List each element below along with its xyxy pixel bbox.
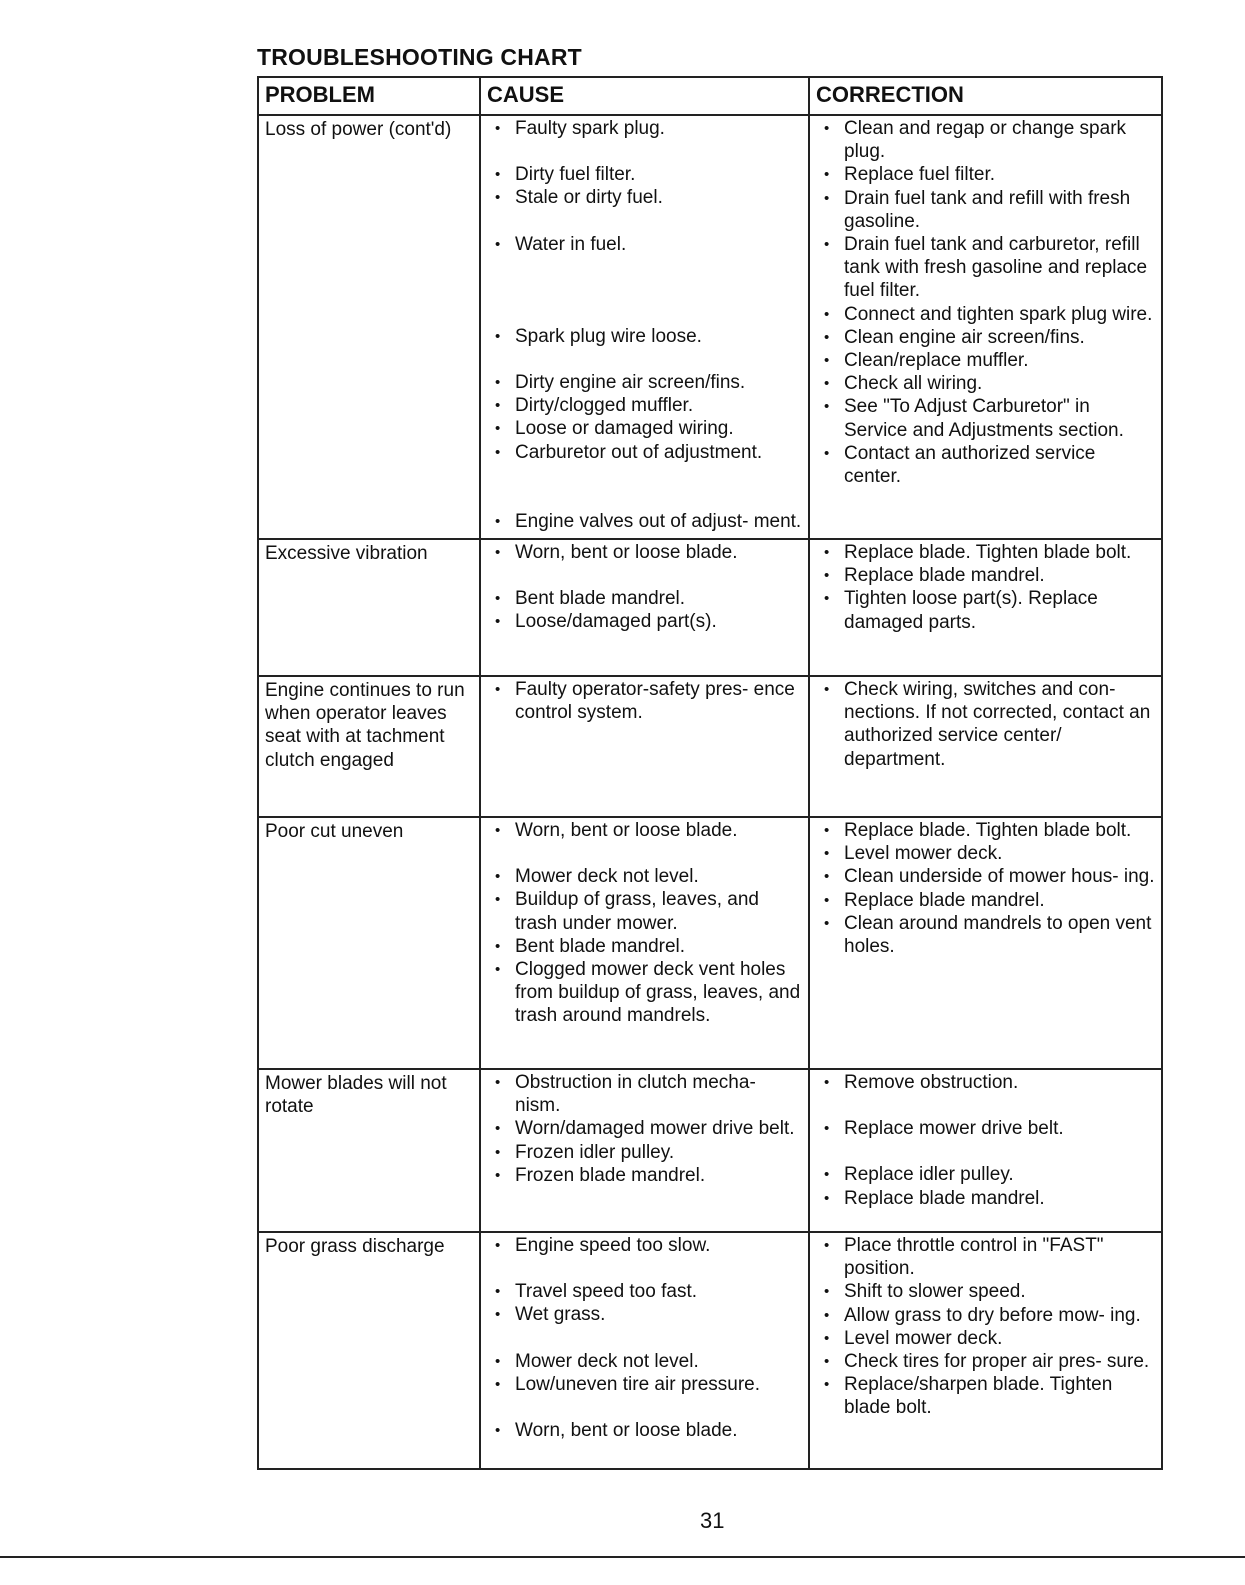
table-row: [258, 539, 1162, 676]
table-row: [258, 1232, 1162, 1469]
cause-item: • Worn, bent or loose blade.: [487, 1419, 802, 1442]
correction-item: • Level mower deck.: [816, 1327, 1155, 1350]
correction-item: • See "To Adjust Carburetor" in Service and Adjustments section.: [816, 395, 1155, 441]
cause-item: • Wet grass.: [487, 1303, 802, 1326]
correction-item: • Drain fuel tank and carburetor, refill tank with fresh gasoline and replace fuel filter.: [816, 233, 1155, 303]
correction-item: • Clean and regap or change spark plug.: [816, 117, 1155, 163]
correction-cell: [809, 115, 1162, 539]
correction-item: • Replace blade. Tighten blade bolt.: [816, 541, 1155, 564]
correction-item: • Clean/replace muffler.: [816, 349, 1155, 372]
problem-cell: Mower blades will not rotate: [258, 1069, 480, 1232]
spacer: [816, 1094, 1155, 1117]
cause-item: • Faulty spark plug.: [487, 117, 802, 140]
header-cause: CAUSE: [480, 77, 809, 115]
cause-item: • Engine speed too slow.: [487, 1234, 802, 1257]
spacer: [487, 210, 802, 233]
correction-item: • Replace blade mandrel.: [816, 889, 1155, 912]
problem-cell: Engine continues to run when operator leaves seat with at tachment clutch engaged: [258, 676, 480, 817]
correction-cell: [809, 1069, 1162, 1232]
correction-cell: [809, 676, 1162, 817]
spacer: [487, 279, 802, 302]
correction-item: • Replace blade. Tighten blade bolt.: [816, 819, 1155, 842]
cause-item: • Worn, bent or loose blade.: [487, 541, 802, 564]
table-row: [258, 115, 1162, 539]
spacer: [816, 1140, 1155, 1163]
cause-item: • Low/uneven tire air pressure.: [487, 1373, 802, 1396]
cause-item: • Travel speed too fast.: [487, 1280, 802, 1303]
cause-cell: [480, 1069, 809, 1232]
cause-item: • Clogged mower deck vent holes from buildup of grass, leaves, and trash around mandrels.: [487, 958, 802, 1028]
problem-cell: Loss of power (cont'd): [258, 115, 480, 539]
cause-item: • Bent blade mandrel.: [487, 935, 802, 958]
table-row: [258, 676, 1162, 817]
table-row: [258, 817, 1162, 1069]
correction-item: • Clean around mandrels to open vent holes.: [816, 912, 1155, 958]
cause-item: • Water in fuel.: [487, 233, 802, 256]
page-bottom-rule: [0, 1556, 1245, 1558]
correction-cell: [809, 1232, 1162, 1469]
spacer: [487, 1327, 802, 1350]
cause-item: • Loose/damaged part(s).: [487, 610, 802, 633]
correction-item: • Clean engine air screen/fins.: [816, 326, 1155, 349]
correction-cell: [809, 817, 1162, 1069]
spacer: [487, 487, 802, 510]
spacer: [487, 1257, 802, 1280]
correction-item: • Shift to slower speed.: [816, 1280, 1155, 1303]
table-body: [258, 115, 1162, 1469]
cause-item: • Mower deck not level.: [487, 1350, 802, 1373]
correction-item: • Replace blade mandrel.: [816, 564, 1155, 587]
cause-item: • Worn, bent or loose blade.: [487, 819, 802, 842]
correction-item: • Replace idler pulley.: [816, 1163, 1155, 1186]
cause-cell: [480, 539, 809, 676]
header-correction: CORRECTION: [809, 77, 1162, 115]
spacer: [487, 140, 802, 163]
cause-item: • Frozen idler pulley.: [487, 1141, 802, 1164]
correction-cell: [809, 539, 1162, 676]
cause-cell: [480, 115, 809, 539]
correction-item: • Allow grass to dry before mow- ing.: [816, 1304, 1155, 1327]
correction-item: • Connect and tighten spark plug wire.: [816, 303, 1155, 326]
problem-cell: Poor grass discharge: [258, 1232, 480, 1469]
cause-cell: [480, 676, 809, 817]
table-row: [258, 1069, 1162, 1232]
spacer: [487, 302, 802, 325]
cause-item: • Bent blade mandrel.: [487, 587, 802, 610]
correction-item: • Check wiring, switches and con- nections. If not corrected, contact an authorized service center/ department.: [816, 678, 1155, 771]
cause-item: • Engine valves out of adjust- ment.: [487, 510, 802, 533]
correction-item: • Replace fuel filter.: [816, 163, 1155, 186]
spacer: [487, 464, 802, 487]
correction-item: • Remove obstruction.: [816, 1071, 1155, 1094]
spacer: [487, 348, 802, 371]
correction-item: • Replace/sharpen blade. Tighten blade bolt.: [816, 1373, 1155, 1419]
spacer: [487, 564, 802, 587]
problem-cell: Excessive vibration: [258, 539, 480, 676]
correction-item: • Replace blade mandrel.: [816, 1187, 1155, 1210]
page-number: 31: [700, 1508, 725, 1533]
cause-cell: [480, 817, 809, 1069]
cause-item: • Faulty operator-safety pres- ence control system.: [487, 678, 802, 724]
correction-item: • Place throttle control in "FAST" position.: [816, 1234, 1155, 1280]
cause-item: • Obstruction in clutch mecha- nism.: [487, 1071, 802, 1117]
spacer: [487, 256, 802, 279]
cause-item: • Buildup of grass, leaves, and trash under mower.: [487, 888, 802, 934]
correction-item: • Drain fuel tank and refill with fresh gasoline.: [816, 187, 1155, 233]
cause-item: • Loose or damaged wiring.: [487, 417, 802, 440]
cause-item: • Dirty fuel filter.: [487, 163, 802, 186]
cause-item: • Carburetor out of adjustment.: [487, 441, 802, 464]
cause-cell: [480, 1232, 809, 1469]
correction-item: • Level mower deck.: [816, 842, 1155, 865]
page-title: TROUBLESHOOTING CHART: [257, 44, 582, 70]
cause-item: • Dirty/clogged muffler.: [487, 394, 802, 417]
cause-item: • Frozen blade mandrel.: [487, 1164, 802, 1187]
cause-item: • Worn/damaged mower drive belt.: [487, 1117, 802, 1140]
correction-item: • Clean underside of mower hous- ing.: [816, 865, 1155, 888]
header-problem: PROBLEM: [258, 77, 480, 115]
correction-item: • Check all wiring.: [816, 372, 1155, 395]
problem-cell: Poor cut uneven: [258, 817, 480, 1069]
cause-item: • Stale or dirty fuel.: [487, 186, 802, 209]
correction-item: • Contact an authorized service center.: [816, 442, 1155, 488]
cause-item: • Spark plug wire loose.: [487, 325, 802, 348]
correction-item: • Check tires for proper air pres- sure.: [816, 1350, 1155, 1373]
cause-item: • Mower deck not level.: [487, 865, 802, 888]
header-row: [258, 77, 1162, 115]
spacer: [487, 1396, 802, 1419]
correction-item: • Tighten loose part(s). Replace damaged parts.: [816, 587, 1155, 633]
correction-item: • Replace mower drive belt.: [816, 1117, 1155, 1140]
cause-item: • Dirty engine air screen/fins.: [487, 371, 802, 394]
troubleshooting-table: [257, 76, 1163, 1470]
spacer: [487, 842, 802, 865]
